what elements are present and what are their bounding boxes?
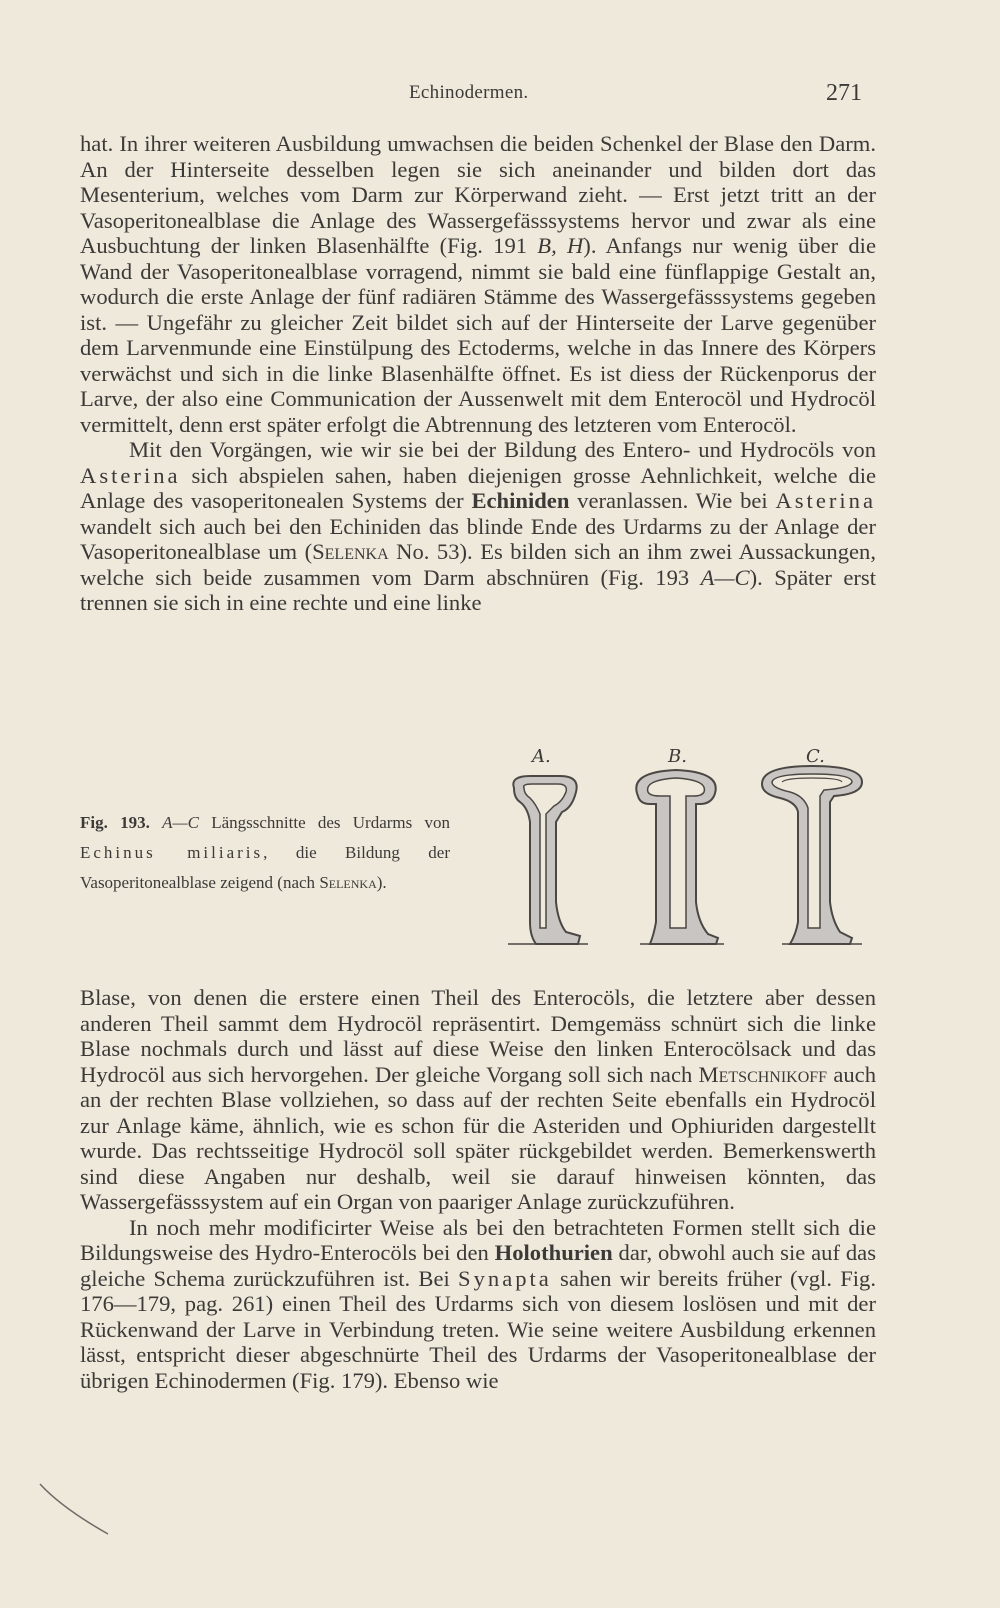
- figure-letter-c: C.: [806, 746, 825, 767]
- paragraph: Mit den Vorgängen, wie wir sie bei der Bildung des Entero- und Hydrocöls von Asterina sich abspielen sahen, haben diejenigen grosse Aehnlichkeit, welche die Anlage des vasoperitonealen Systems der Echiniden veranlassen. Wie bei Asterina wandelt sich auch bei den Echiniden das blinde Ende des Urdarms zu der Anlage der Vasoperitonealblase um (Selenka No. 53). Es bilden sich an ihm zwei Aussackungen, welche sich beide zusammen vom Darm abschnüren (Fig. 193 A—C). Später erst trennen sie sich in eine rechte und eine linke: [80, 437, 876, 615]
- paragraph: hat. In ihrer weiteren Ausbildung umwachsen die beiden Schenkel der Blase den Darm. An der Hinterseite desselben legen sie sich aneinander und bilden dort das Mesenterium, welches vom Darm zur Körperwand zieht. — Erst jetzt tritt an der Vasoperitonealblase die Anlage des Wassergefässsystems hervor und zwar als eine Ausbuchtung der linken Blasenhälfte (Fig. 191 B, H). Anfangs nur wenig über die Wand der Vasoperitonealblase vorragend, nimmt sie bald eine fünflappige Gestalt an, wodurch die erste Anlage der fünf radiären Stämme des Wassergefässsystems gegeben ist. — Ungefähr zu gleicher Zeit bildet sich auf der Hinterseite der Larve gegenüber dem Larvenmunde eine Einstülpung des Ectoderms, welche in das Innere des Körpers verwächst und sich in die linke Blasenhälfte öffnet. Es ist diess der Rückenporus der Larve, der also eine Communication der Aussenwelt mit dem Enterocöl und Hydrocöl vermittelt, denn erst später erfolgt die Abtrennung des letzteren vom Enterocöl.: [80, 131, 876, 437]
- page-number: 271: [826, 80, 862, 106]
- genus-name: Asterina: [80, 462, 181, 488]
- text-block-lower: [80, 985, 876, 1393]
- section-c-drawing: [762, 766, 862, 944]
- genus-name: Synapta: [458, 1265, 552, 1291]
- figure-reference: B, H: [537, 233, 584, 258]
- figure-letter-b: B.: [668, 746, 687, 767]
- author-name: Metschnikoff: [698, 1061, 828, 1087]
- figure-letter-a: A.: [532, 746, 551, 767]
- taxon-heading: Echiniden: [471, 488, 570, 513]
- author-name: Selenka: [312, 539, 389, 564]
- species-name: Echinus miliaris: [80, 843, 264, 862]
- section-b-drawing: [636, 770, 724, 944]
- paragraph: In noch mehr modificirter Weise als bei den betrachteten Formen stellt sich die Bildungsweise des Hydro-Enterocöls bei den Holothurien dar, obwohl auch sie auf das gleiche Schema zurückzuführen ist. Bei Synapta sahen wir bereits früher (vgl. Fig. 176—179, pag. 261) einen Theil des Urdarms sich von diesem loslösen und mit der Rückenwand der Larve in Verbindung treten. Wie seine weitere Ausbildung erkennen lässt, entspricht dieser abgeschnürte Theil des Urdarms der Vasoperitonealblase der übrigen Echinodermen (Fig. 179). Ebenso wie: [80, 1214, 876, 1393]
- figure-caption: Fig. 193. A—C Längsschnitte des Urdarms von Echinus miliaris, die Bildung der Vasoperitonealblase zeigend (nach Selenka).: [80, 813, 450, 892]
- running-head: Echinodermen.: [409, 82, 529, 103]
- figure-193: [500, 746, 870, 974]
- genus-name: Asterina: [775, 488, 876, 513]
- paragraph: Blase, von denen die erstere einen Theil des Enterocöls, die letztere aber dessen anderen Theil sammt dem Hydrocöl repräsentirt. Demgemäss schnürt sich die linke Blase nochmals durch und lässt auf diese Weise den linken Enterocölsack und das Hydrocöl aus sich hervorgehen. Der gleiche Vorgang soll sich nach Metschnikoff auch an der rechten Blase vollziehen, so dass auf der rechten Seite ebenfalls ein Hydrocöl zur Anlage käme, ähnlich, wie es schon für die Asteriden und Ophiuriden dargestellt wurde. Das rechtsseitige Hydrocöl soll später rückgebildet werden. Bemerkenswerth sind diese Angaben nur deshalb, weil sie darauf hinweisen könnten, das Wassergefässsystem auf ein Organ von paariger Anlage zurückzuführen.: [80, 985, 876, 1214]
- pencil-mark: [38, 1482, 118, 1542]
- author-name: Selenka: [319, 873, 377, 892]
- figure-label: Fig. 193.: [80, 813, 150, 832]
- figure-illustration: [500, 752, 870, 974]
- section-a-drawing: [508, 776, 588, 944]
- figure-reference: A—C: [700, 564, 750, 590]
- taxon-heading: Holothurien: [494, 1240, 613, 1265]
- text-block-upper: [80, 131, 876, 616]
